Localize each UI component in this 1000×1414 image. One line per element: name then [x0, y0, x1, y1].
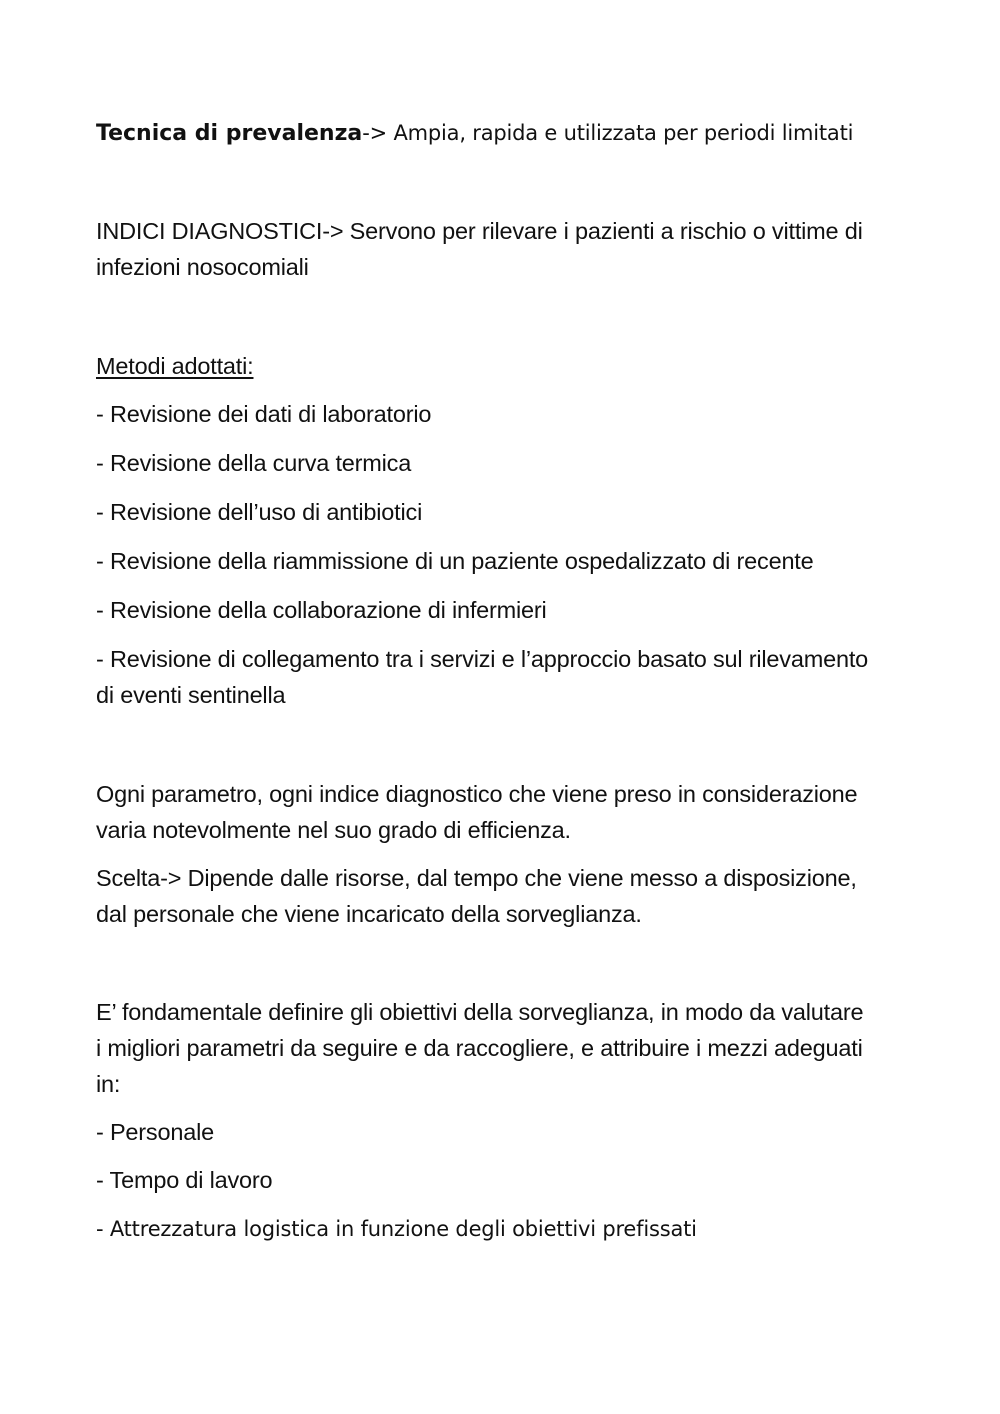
method-item: - Revisione dei dati di laboratorio: [96, 401, 432, 427]
paragraph2-line-2: i migliori parametri da seguire e da raccogliere, e attribuire i mezzi adeguati: [96, 1035, 863, 1061]
paragraph2-line-3: in:: [96, 1071, 121, 1097]
heading-rest: -> Ampia, rapida e utilizzata per periodi limitati: [362, 121, 854, 145]
method-item: - Revisione dell’uso di antibiotici: [96, 499, 423, 525]
scelta-line-2: dal personale che viene incaricato della sorveglianza.: [96, 901, 642, 927]
heading-bold: Tecnica di prevalenza: [96, 121, 363, 146]
method-item-continued: di eventi sentinella: [96, 682, 286, 708]
paragraph1-line-1: Ogni parametro, ogni indice diagnostico che viene preso in considerazione: [96, 781, 858, 807]
resource-item: - Personale: [96, 1119, 214, 1145]
scelta-line-1: Scelta-> Dipende dalle risorse, dal tempo che viene messo a disposizione,: [96, 865, 857, 891]
resource-item: - Tempo di lavoro: [96, 1167, 273, 1193]
paragraph1-line-2: varia notevolmente nel suo grado di efficienza.: [96, 817, 571, 843]
document-page: [96, 0, 926, 1414]
method-item: - Revisione della riammissione di un paziente ospedalizzato di recente: [96, 548, 814, 574]
method-item: - Revisione della curva termica: [96, 450, 412, 476]
heading-line: [96, 115, 853, 152]
indici-line-2: infezioni nosocomiali: [96, 254, 309, 280]
resource-item: - Attrezzatura logistica in funzione degli obiettivi prefissati: [96, 1217, 697, 1241]
methods-title: Metodi adottati:: [96, 353, 254, 379]
method-item: - Revisione di collegamento tra i servizi e l’approccio basato sul rilevamento: [96, 646, 869, 672]
paragraph2-line-1: E’ fondamentale definire gli obiettivi della sorveglianza, in modo da valutare: [96, 999, 864, 1025]
method-item: - Revisione della collaborazione di infermieri: [96, 597, 547, 623]
indici-line-1: INDICI DIAGNOSTICI-> Servono per rilevare i pazienti a rischio o vittime di: [96, 218, 863, 244]
